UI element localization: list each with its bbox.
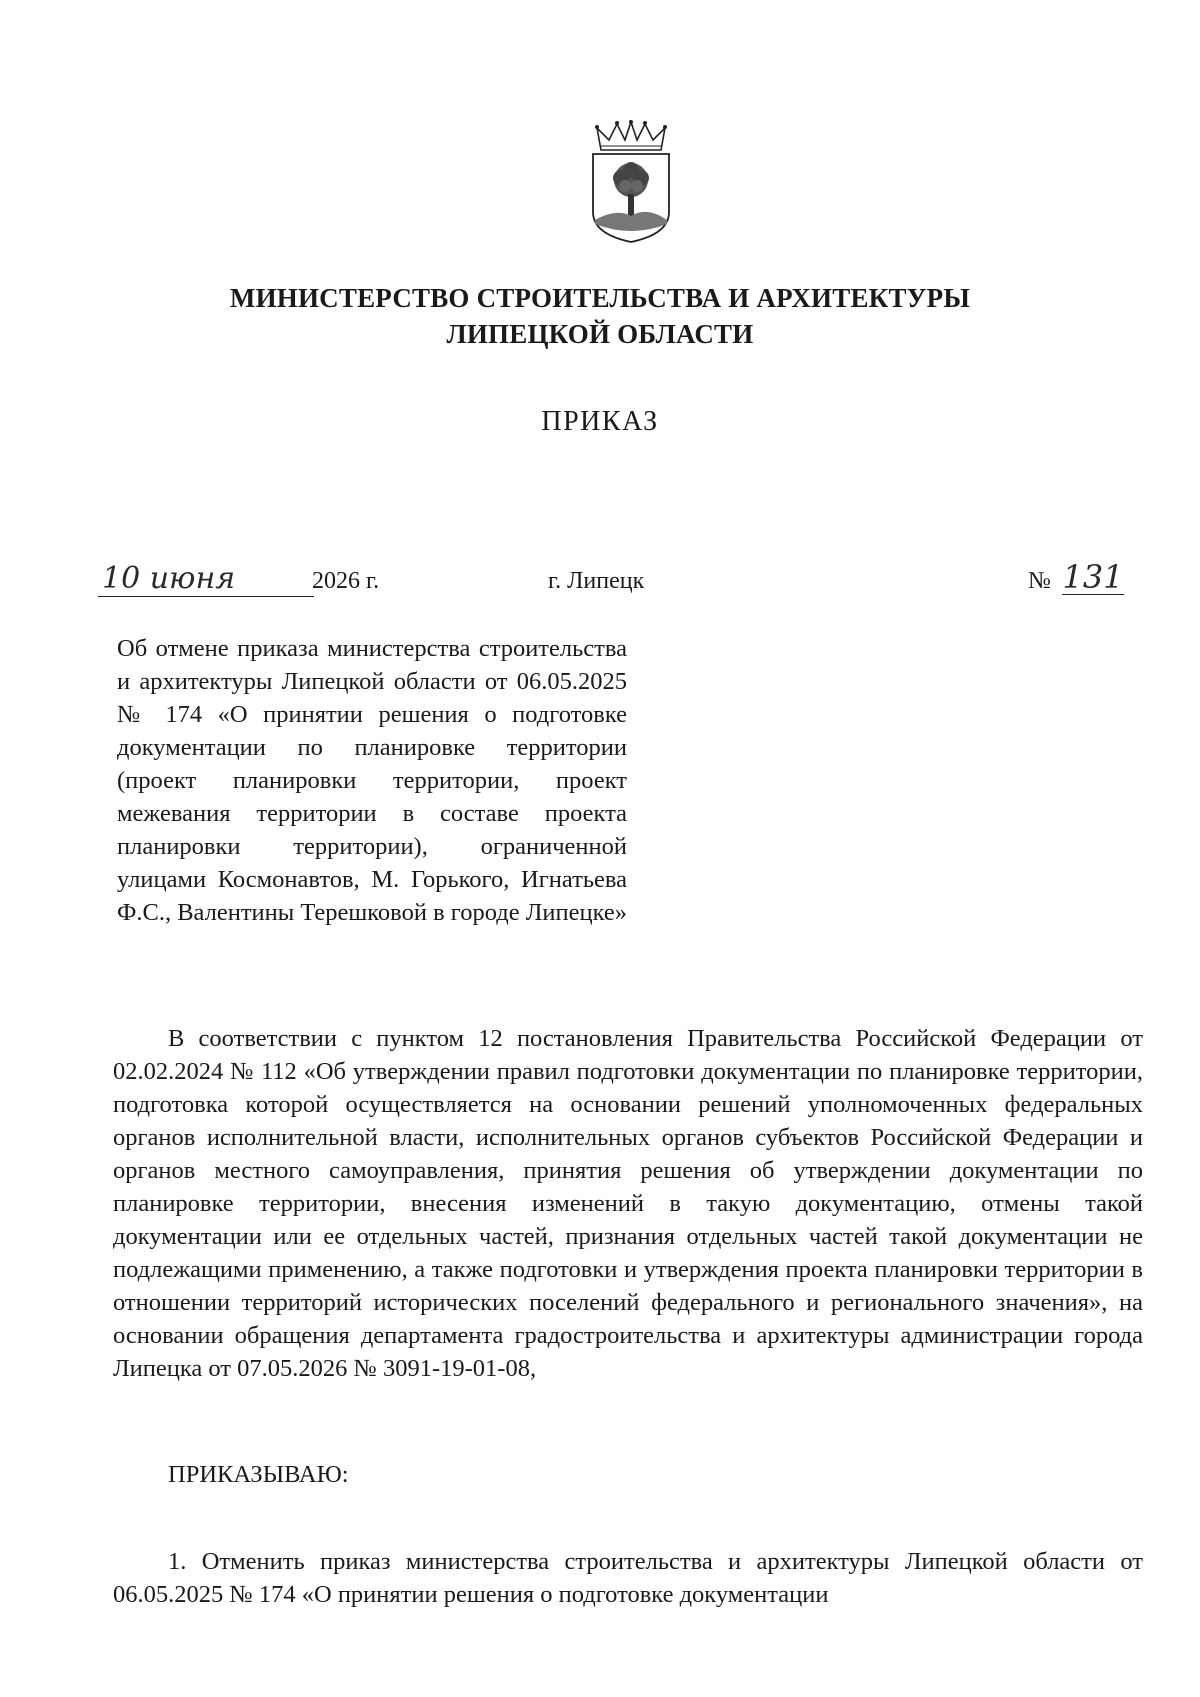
- date-number-row: [0, 558, 1200, 610]
- preamble-paragraph: В соответствии с пунктом 12 постановления Правительства Российской Федерации от 02.02.2024 № 112 «Об утверждении правил подготовки документации по планировке территории, подготовка которой осуществляется на основании решений уполномоченных федеральных органов исполнительной власти, исполнительных органов субъектов Российской Федерации и органов местного самоуправления, принятия решения об утверждении документации по планировке территории, внесения изменений в такую документацию, отмены такой документации или ее отдельных частей, признания отдельных частей такой документации не подлежащими применению, а также подготовки и утверждения проекта планировки территории в отношении территорий исторических поселений федерального и регионального значения», на основании обращения департамента градостроительства и архитектуры администрации города Липецка от 07.05.2026 № 3091-19-01-08,: [113, 1025, 1143, 1382]
- ministry-name-line2: ЛИПЕЦКОЙ ОБЛАСТИ: [446, 319, 754, 349]
- coat-of-arms-emblem-icon: [587, 120, 675, 244]
- handwritten-date: 10 июня: [98, 562, 314, 597]
- number-label: №: [1028, 568, 1051, 594]
- order-item-1: 1. Отменить приказ министерства строительства и архитектуры Липецкой области от 06.05.2025 № 174 «О принятии решения о подготовке документации: [113, 1548, 1143, 1608]
- order-word: ПРИКАЗЫВАЮ:: [168, 1461, 349, 1488]
- handwritten-number: 131: [1062, 558, 1124, 596]
- city-name: г. Липецк: [548, 568, 645, 594]
- document-type-title: ПРИКАЗ: [541, 406, 659, 437]
- order-subject: Об отмене приказа министерства строительства и архитектуры Липецкой области от 06.05.2025 № 174 «О принятии решения о подготовке документации по планировке территории (проект планировки территории, проект межевания территории в составе проекта планировки территории), ограниченной улицами Космонавтов, М. Горького, Игнатьева Ф.С., Валентины Терешковой в городе Липецке»: [117, 635, 627, 926]
- ministry-name: [0, 280, 1200, 352]
- ministry-name-line1: МИНИСТЕРСТВО СТРОИТЕЛЬСТВА И АРХИТЕКТУРЫ: [229, 283, 971, 313]
- date-year: 2026 г.: [312, 568, 380, 594]
